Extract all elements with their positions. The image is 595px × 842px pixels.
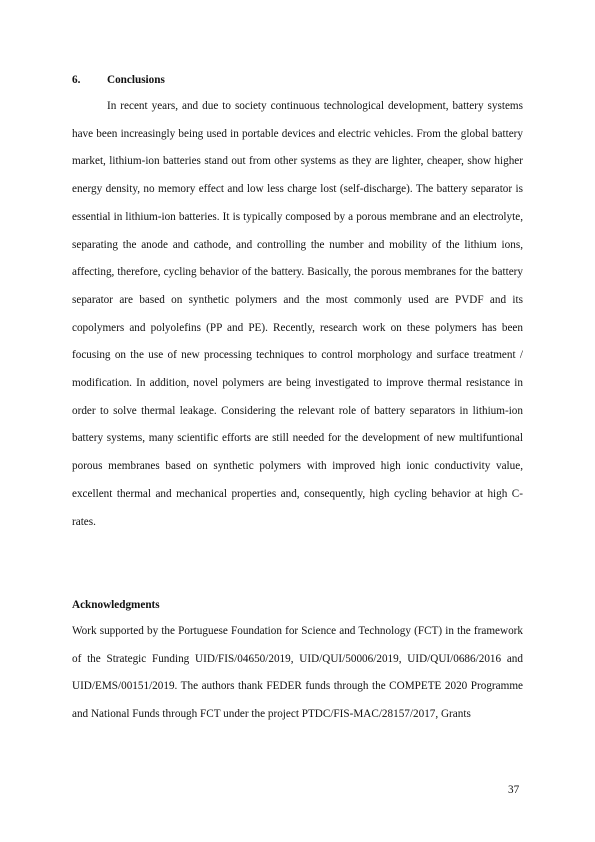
conclusions-body — [72, 93, 523, 536]
conclusions-paragraph: In recent years, and due to society continuous technological development, battery systems have been increasingly being used in portable devices and electric vehicles. From the global battery market, lithium-ion batteries stand out from other systems as they are lighter, cheaper, show higher energy density, no memory effect and low less charge lost (self-discharge). The battery separator is essential in lithium-ion batteries. It is typically composed by a porous membrane and an electrolyte, separating the anode and cathode, and controlling the number and mobility of the lithium ions, affecting, therefore, cycling behavior of the battery. Basically, the porous membranes for the battery separator are based on synthetic polymers and the most commonly used are PVDF and its copolymers and polyolefins (PP and PE). Recently, research work on these polymers has been focusing on the use of new processing techniques to control morphology and surface treatment / modification. In addition, novel polymers are being investigated to improve thermal resistance in order to solve thermal leakage. Considering the relevant role of battery separators in lithium-ion battery systems, many scientific efforts are still needed for the development of new multifuntional porous membranes based on synthetic polymers with improved high ionic conductivity value, excellent thermal and mechanical properties and, consequently, high cycling behavior at high C-rates. — [72, 100, 523, 528]
acknowledgments-paragraph: Work supported by the Portuguese Foundation for Science and Technology (FCT) in the framework of the Strategic Funding UID/FIS/04650/2019, UID/QUI/50006/2019, UID/QUI/0686/2016 and UID/EMS/00151/2019. The authors thank FEDER funds through the COMPETE 2020 Programme and National Funds through FCT under the project PTDC/FIS-MAC/28157/2017, Grants — [72, 625, 523, 721]
section-number: 6. — [72, 74, 81, 86]
conclusions-heading — [72, 73, 165, 87]
acknowledgments-title: Acknowledgments — [72, 599, 160, 611]
section-title: Conclusions — [107, 74, 165, 86]
acknowledgments-body — [72, 618, 523, 729]
acknowledgments-heading — [72, 598, 160, 612]
page-number: 37 — [508, 784, 520, 796]
